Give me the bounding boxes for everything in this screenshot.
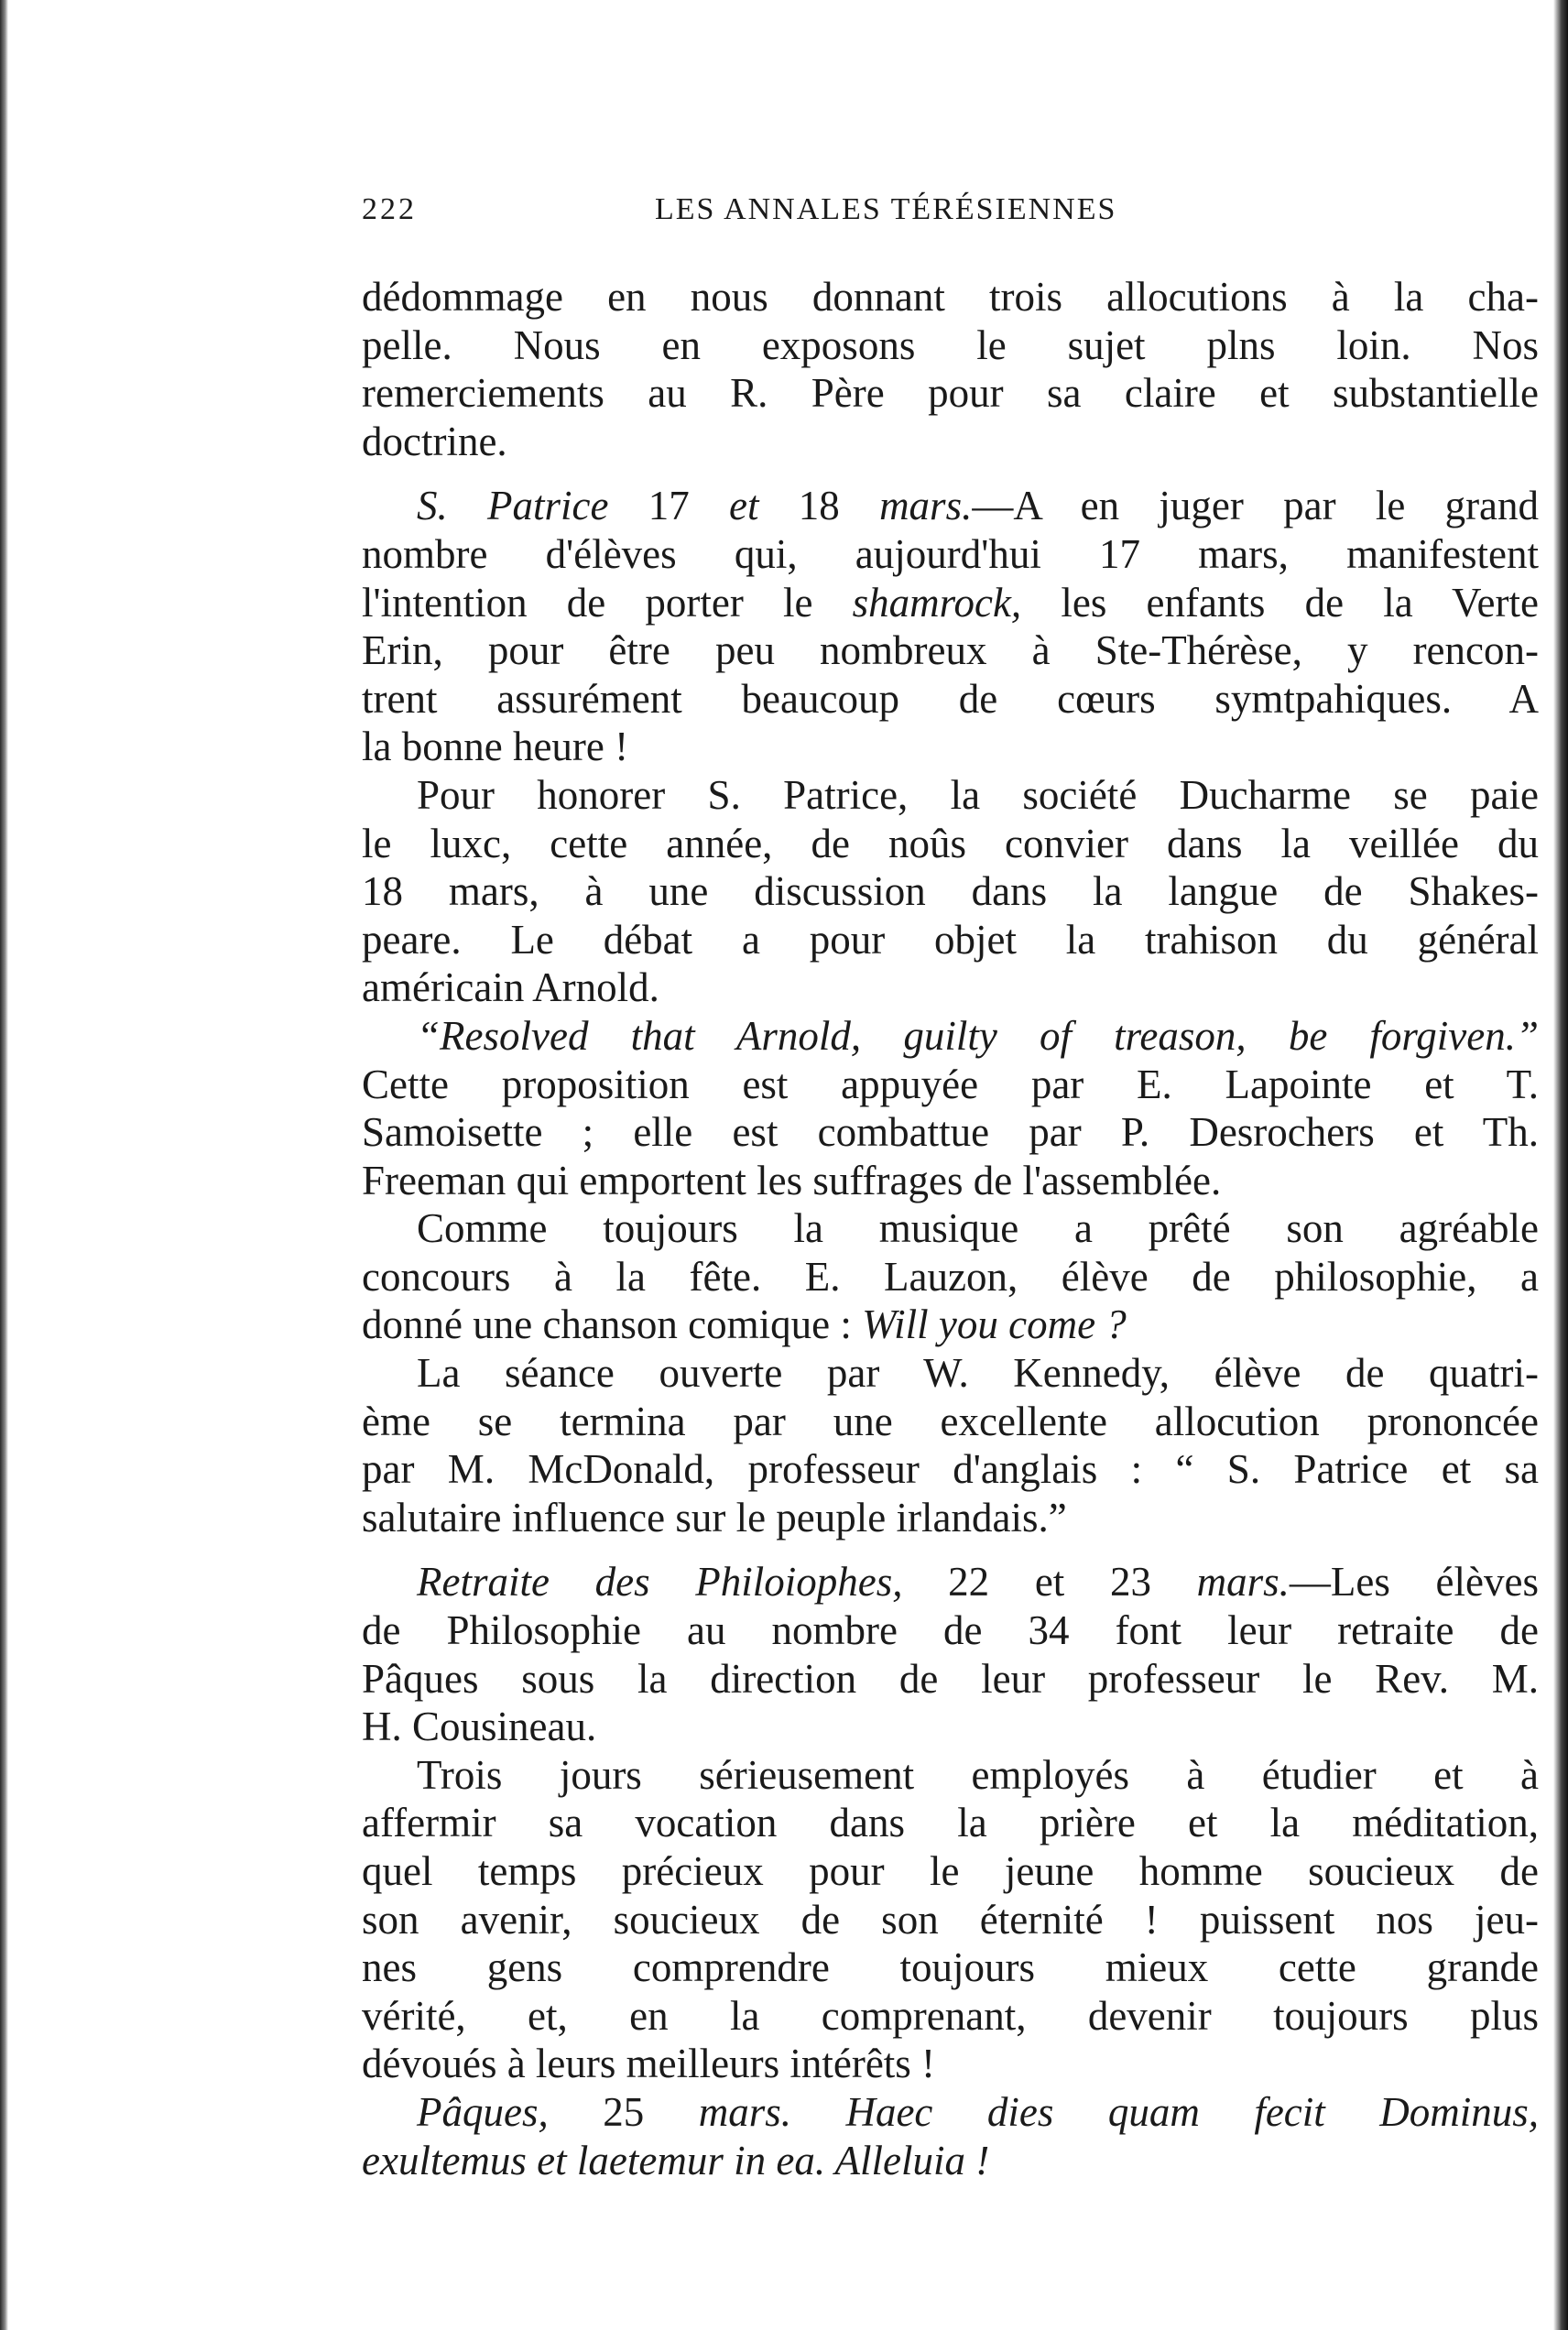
text-line: dévoués à leurs meilleurs intérêts ! — [362, 2041, 936, 2087]
italic-text: mars. Haec dies quam fecit Dominus, — [698, 2088, 1540, 2135]
text-run: 25 — [548, 2088, 699, 2135]
text-line: dédommage en nous donnant trois allocutions à la cha- — [362, 274, 1539, 320]
page-edge-left — [0, 0, 8, 2330]
text-line: 18 mars, à une discussion dans la langue de Shakes- — [362, 868, 1539, 915]
running-header — [362, 192, 1539, 247]
text-line: pelle. Nous en exposons le sujet plns loin. Nos — [362, 321, 1539, 368]
italic-text: mars. — [1196, 1559, 1290, 1606]
text-line — [362, 2088, 1539, 2137]
text-line: ème se termina par une excellente allocution prononcée — [362, 1398, 1539, 1444]
paragraph-retraite — [362, 1558, 1539, 1750]
text-line: vérité, et, en la comprenant, devenir toujours plus — [362, 1992, 1539, 2039]
paragraph-resolution — [362, 1012, 1539, 1204]
text-line: H. Cousineau. — [362, 1704, 597, 1750]
text-line: quel temps précieux pour le jeune homme soucieux de — [362, 1848, 1539, 1894]
text-run: 18 — [758, 483, 880, 529]
paragraph-paques — [362, 2088, 1539, 2184]
text-line — [362, 1301, 1539, 1349]
text-line: la bonne heure ! — [362, 724, 629, 770]
text-line: américain Arnold. — [362, 964, 659, 1011]
italic-text: “Resolved that Arnold, guilty of treason, be forgiven.” — [417, 1012, 1539, 1059]
italic-text: Retraite des Philoiophes, — [417, 1559, 903, 1606]
text-line: le luxc, cette année, de noûs convier dans la veillée du — [362, 820, 1539, 866]
text-line: salutaire influence sur le peuple irlandais.” — [362, 1494, 1067, 1541]
text-line: Pâques sous la direction de leur professeur le Rev. M. — [362, 1655, 1539, 1702]
paragraph-trois-jours — [362, 1751, 1539, 2088]
text-run: donné une chanson comique : — [362, 1301, 863, 1348]
text-line — [362, 1558, 1539, 1606]
text-line: son avenir, soucieux de son éternité ! puissent nos jeu- — [362, 1896, 1539, 1943]
running-title: LES ANNALES TÉRÉSIENNES — [655, 192, 1117, 226]
paragraph-saint-patrice — [362, 482, 1539, 771]
paragraph-allocutions — [362, 273, 1539, 465]
text-line: peare. Le débat a pour objet la trahison du général — [362, 916, 1539, 963]
text-line: par M. McDonald, professeur d'anglais : “ S. Patrice et sa — [362, 1446, 1539, 1493]
text-line: Cette proposition est appuyée par E. Lapointe et T. — [362, 1061, 1539, 1107]
text-line — [362, 1012, 1539, 1061]
article-body — [362, 273, 1539, 2184]
text-line: La séance ouverte par W. Kennedy, élève de quatri- — [417, 1350, 1539, 1397]
text-line: Trois jours sérieusement employés à étudier et à — [417, 1751, 1539, 1798]
book-page — [362, 192, 1539, 2184]
text-line: de Philosophie au nombre de 34 font leur retraite de — [362, 1607, 1539, 1654]
italic-text: exultemus et laetemur in ea. Alleluia ! — [362, 2137, 990, 2183]
text-line: concours à la fête. E. Lauzon, élève de philosophie, a — [362, 1253, 1539, 1300]
text-line — [362, 579, 1539, 627]
text-line: trent assurément beaucoup de cœurs symtpahiques. A — [362, 675, 1539, 722]
italic-text: S. Patrice — [417, 483, 609, 529]
text-line: nombre d'élèves qui, aujourd'hui 17 mars, manifestent — [362, 530, 1539, 577]
text-run: 22 et 23 — [902, 1559, 1197, 1606]
text-run: les enfants de la Verte — [1021, 579, 1539, 626]
paragraph-seance — [362, 1349, 1539, 1541]
paragraph-societe-ducharme — [362, 771, 1539, 1012]
italic-text: Pâques, — [417, 2088, 549, 2135]
italic-text: shamrock, — [852, 579, 1022, 626]
text-run: 17 — [608, 483, 730, 529]
text-run: l'intention de porter le — [362, 579, 853, 626]
italic-text: et — [729, 483, 759, 529]
text-line: remerciements au R. Père pour sa claire et substantielle — [362, 370, 1539, 417]
text-line: Samoisette ; elle est combattue par P. Desrochers et Th. — [362, 1109, 1539, 1156]
text-line — [362, 2137, 1539, 2185]
text-run: —A en juger par le grand — [972, 483, 1540, 529]
page-edge-right — [1553, 0, 1568, 2330]
text-line — [362, 482, 1539, 530]
paragraph-musique — [362, 1204, 1539, 1349]
italic-text: mars. — [879, 483, 973, 529]
italic-text: Will you come ? — [862, 1301, 1127, 1348]
text-line: doctrine. — [362, 418, 507, 464]
text-line: Comme toujours la musique a prêté son agréable — [417, 1205, 1539, 1252]
text-line: affermir sa vocation dans la prière et la méditation, — [362, 1800, 1539, 1846]
text-line: Freeman qui emportent les suffrages de l'assemblée. — [362, 1157, 1222, 1203]
text-run: —Les élèves — [1289, 1559, 1539, 1606]
page-number: 222 — [362, 192, 417, 226]
text-line: nes gens comprendre toujours mieux cette grande — [362, 1944, 1539, 1991]
text-line: Pour honorer S. Patrice, la société Ducharme se paie — [417, 771, 1539, 818]
text-line: Erin, pour être peu nombreux à Ste-Thérèse, y rencon- — [362, 627, 1539, 674]
